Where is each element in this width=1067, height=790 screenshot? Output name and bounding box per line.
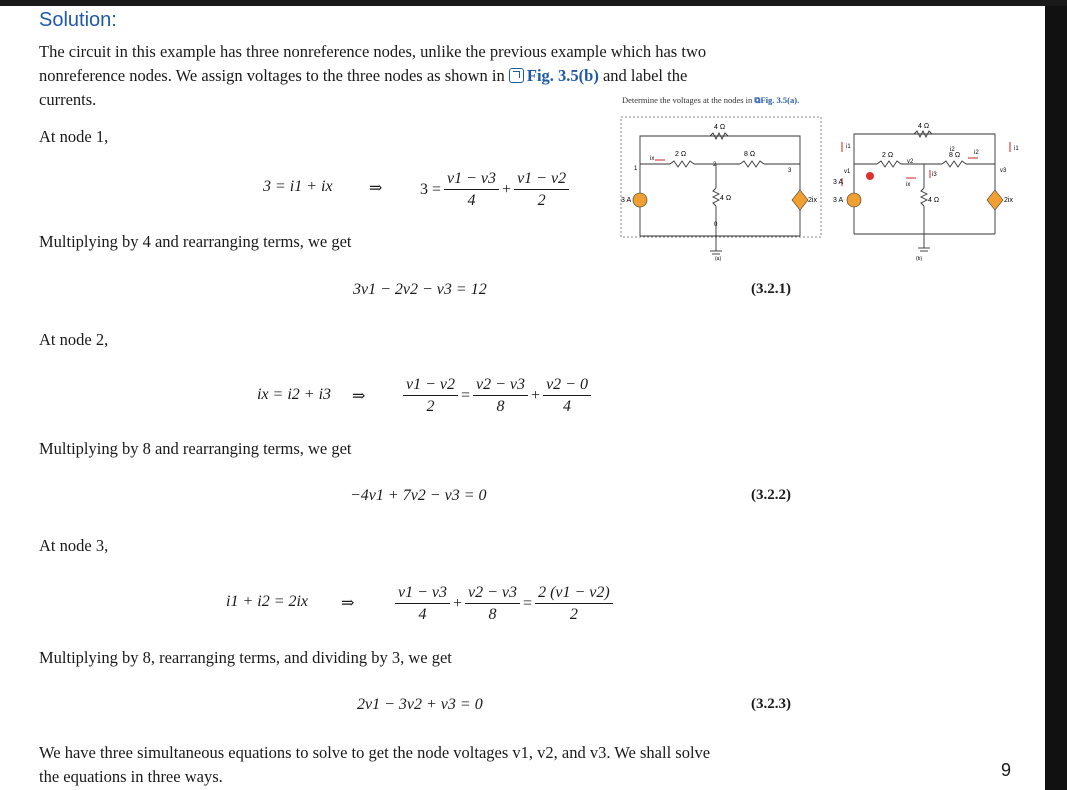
intro-line-2-text: nonreference nodes. We assign voltages to the three nodes as shown in	[39, 66, 505, 85]
node-3-fraction-1	[395, 583, 450, 624]
circuit-b-dependent-source	[987, 190, 1003, 210]
node-3-fraction-2	[465, 583, 520, 624]
node-2-fraction-1	[403, 375, 458, 416]
intro-line-1: The circuit in this example has three nonreference nodes, unlike the previous example which has two	[39, 42, 707, 61]
circuit-b-v1: v1	[844, 169, 851, 175]
right-scroll-strip[interactable]	[1045, 6, 1067, 790]
circuit-b-r-left	[877, 161, 901, 167]
fig-3-5b-link-text: Fig. 3.5(b)	[526, 66, 599, 85]
intro-line-2	[39, 64, 819, 88]
circuit-b-i3-label: i3	[932, 172, 937, 178]
circuit-a-node-3: 3	[788, 168, 792, 174]
circuit-b-i1-label: i1	[846, 144, 851, 150]
node-3-f2-den: 8	[488, 606, 497, 623]
node-2-rhs	[400, 375, 594, 416]
node-3-f3-num: 2 (v1 − v2)	[535, 583, 613, 604]
node-1-f2-num: v1 − v2	[514, 169, 569, 190]
node-3-f2-num: v2 − v3	[465, 583, 520, 604]
circuit-b-ix-label: ix	[906, 182, 911, 188]
node-1-lhs: 3 = i1 + ix	[263, 178, 333, 195]
node-2-f2-num: v2 − v3	[473, 375, 528, 396]
circuit-b-source-label-2: 3 A	[833, 179, 844, 186]
node-3-rhs	[392, 583, 616, 624]
figure-caption	[622, 95, 799, 106]
circuit-a-dep-label: 2ix	[808, 197, 817, 204]
node-2-f1-den: 2	[426, 398, 435, 415]
node-1-fraction-1	[444, 169, 499, 210]
circuit-a-diagram	[620, 116, 825, 261]
eq-number-3-2-2: (3.2.2)	[751, 487, 791, 503]
node-1-f2-den: 2	[537, 192, 546, 209]
node-3-multiply-text: Multiplying by 8, rearranging terms, and dividing by 3, we get	[39, 648, 452, 667]
circuit-a-source-label: 3 A	[621, 197, 632, 204]
circuit-b-top-wire	[854, 134, 995, 164]
node-1-arrow: ⇒	[369, 180, 383, 197]
document-page	[0, 6, 1045, 790]
circuit-b-v3: v3	[1000, 168, 1007, 174]
circuit-b-i1-label-right: i1	[1014, 146, 1019, 152]
circuit-b-current-source	[847, 193, 861, 207]
node-3-f1-num: v1 − v3	[395, 583, 450, 604]
circuit-a-r-right-label: 8 Ω	[744, 151, 756, 158]
circuit-a-r-left	[670, 161, 694, 167]
page-number: 9	[1001, 760, 1012, 780]
external-link-icon	[509, 68, 524, 83]
circuit-b-dep-label: 2ix	[1004, 197, 1013, 204]
node-2-f2-den: 8	[496, 398, 505, 415]
node-2-f3-den: 4	[563, 398, 572, 415]
intro-line-2-tail: and label the	[602, 66, 688, 85]
circuit-b-top-resistor-label: 4 Ω	[918, 123, 930, 130]
figure-caption-text: Determine the voltages at the nodes in	[622, 95, 753, 105]
closing-paragraph	[39, 741, 819, 789]
cursor-dot-icon	[866, 172, 874, 180]
circuit-a-top-resistor-label: 4 Ω	[714, 124, 726, 131]
solution-heading: Solution:	[39, 9, 117, 31]
node-3-plus: +	[453, 594, 463, 612]
node-3-fraction-3	[535, 583, 613, 624]
circuit-b-r-left-label: 2 Ω	[882, 152, 894, 159]
circuit-a-dependent-source	[792, 190, 808, 210]
intro-line-3: currents.	[39, 90, 97, 109]
circuit-b-r-right-label: 8 Ω	[949, 152, 961, 159]
node-2-equals: =	[461, 386, 471, 404]
circuit-b-v2: v2	[907, 159, 914, 165]
node-3-f1-den: 4	[418, 606, 427, 623]
circuit-a-frame	[621, 117, 821, 237]
node-3-f3-den: 2	[569, 606, 578, 623]
node-2-fraction-2	[473, 375, 528, 416]
circuit-b-i2-label: i2	[974, 150, 979, 156]
closing-line-2: the equations in three ways.	[39, 767, 223, 786]
circuit-a-node-1: 1	[634, 166, 638, 172]
node-3-equals: =	[523, 594, 533, 612]
circuit-a-ix-label: ix	[650, 156, 655, 162]
fig-3-5b-link[interactable]	[509, 66, 599, 85]
node-2-arrow: ⇒	[352, 388, 366, 405]
fig-3-5a-link-text: Fig. 3.5(a).	[760, 95, 800, 105]
node-3-lhs: i1 + i2 = 2ix	[226, 593, 309, 610]
circuit-b-i2-label-2: i2	[950, 147, 955, 153]
node-1-f1-den: 4	[467, 192, 476, 209]
node-1-f1-num: v1 − v3	[444, 169, 499, 190]
node-3-result: 2v1 − 3v2 + v3 = 0	[357, 696, 483, 713]
circuit-a-r-mid	[713, 188, 719, 206]
node-1-multiply-text: Multiplying by 4 and rearranging terms, we get	[39, 232, 352, 251]
node-3-arrow: ⇒	[341, 595, 355, 612]
node-1-fraction-2	[514, 169, 569, 210]
circuit-a-current-source	[633, 193, 647, 207]
node-2-fraction-3	[543, 375, 591, 416]
eq-number-3-2-1: (3.2.1)	[751, 281, 791, 297]
circuit-a-label: (a)	[715, 256, 722, 261]
circuit-a-r-mid-label: 4 Ω	[720, 195, 732, 202]
node-1-plus: +	[502, 180, 512, 198]
node-2-multiply-text: Multiplying by 8 and rearranging terms, we get	[39, 439, 352, 458]
node-2-lhs: ix = i2 + i3	[257, 386, 332, 403]
eq-number-3-2-3: (3.2.3)	[751, 696, 791, 712]
closing-line-1: We have three simultaneous equations to solve to get the node voltages v1, v2, and v3. We shall solve	[39, 743, 711, 762]
node-2-label: At node 2,	[39, 330, 109, 349]
circuit-b-label: (b)	[916, 256, 923, 261]
circuit-b-source-label: 3 A	[833, 197, 844, 204]
circuit-b-diagram	[832, 116, 1032, 261]
circuit-a-node-0: 0	[714, 222, 718, 228]
circuit-b-r-right	[942, 161, 966, 167]
circuit-a-r-left-label: 2 Ω	[675, 151, 687, 158]
node-1-rhs-prefix: 3 =	[420, 180, 442, 198]
node-2-plus: +	[531, 386, 541, 404]
node-1-label: At node 1,	[39, 127, 109, 146]
circuit-b-r-mid-label: 4 Ω	[928, 197, 940, 204]
node-3-label: At node 3,	[39, 536, 109, 555]
circuit-b-r-mid	[921, 188, 927, 206]
node-1-rhs	[420, 169, 572, 210]
node-2-f3-num: v2 − 0	[543, 375, 591, 396]
node-2-result: −4v1 + 7v2 − v3 = 0	[350, 487, 487, 504]
circuit-a-r-right	[740, 161, 764, 167]
fig-3-5a-link[interactable]: ⧉Fig. 3.5(a).	[754, 95, 800, 105]
node-1-result: 3v1 − 2v2 − v3 = 12	[353, 281, 487, 298]
circuit-a-node-2: 2	[713, 162, 717, 168]
node-2-f1-num: v1 − v2	[403, 375, 458, 396]
